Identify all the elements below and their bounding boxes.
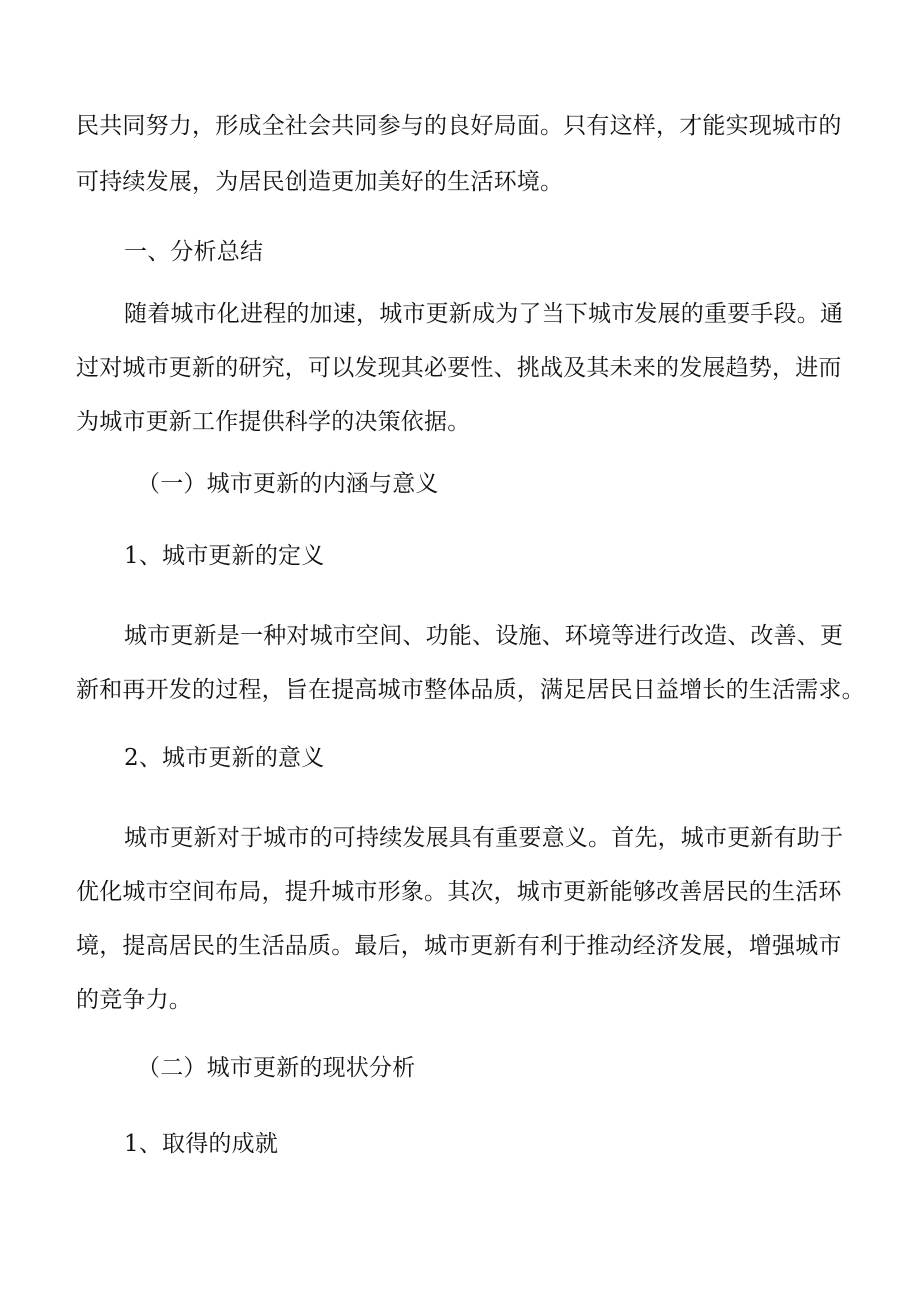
paragraph-line: 城市更新对于城市的可持续发展具有重要意义。首先，城市更新有助于 <box>124 825 844 851</box>
paragraph-line: 的竞争力。 <box>76 987 192 1013</box>
paragraph-line: 可持续发展，为居民创造更加美好的生活环境。 <box>76 169 564 195</box>
paragraph-line: 境，提高居民的生活品质。最后，城市更新有利于推动经济发展，增强城市 <box>76 933 842 959</box>
section-heading: 一、分析总结 <box>124 239 264 265</box>
paragraph-line: 为城市更新工作提供科学的决策依据。 <box>76 409 471 435</box>
subsection-heading: （二）城市更新的现状分析 <box>137 1055 416 1081</box>
item-heading: 2、城市更新的意义 <box>124 745 325 771</box>
paragraph-line: 新和再开发的过程，旨在提高城市整体品质，满足居民日益增长的生活需求。 <box>76 677 865 703</box>
item-heading: 1、城市更新的定义 <box>124 543 325 569</box>
paragraph-line: 民共同努力，形成全社会共同参与的良好局面。只有这样，才能实现城市的 <box>76 113 842 139</box>
subsection-heading: （一）城市更新的内涵与意义 <box>137 471 439 497</box>
paragraph-line: 优化城市空间布局，提升城市形象。其次，城市更新能够改善居民的生活环 <box>76 879 842 905</box>
paragraph-line: 随着城市化进程的加速，城市更新成为了当下城市发展的重要手段。通 <box>124 301 844 327</box>
item-heading: 1、取得的成就 <box>124 1131 279 1157</box>
paragraph-line: 过对城市更新的研究，可以发现其必要性、挑战及其未来的发展趋势，进而 <box>76 355 842 381</box>
paragraph-line: 城市更新是一种对城市空间、功能、设施、环境等进行改造、改善、更 <box>124 623 844 649</box>
